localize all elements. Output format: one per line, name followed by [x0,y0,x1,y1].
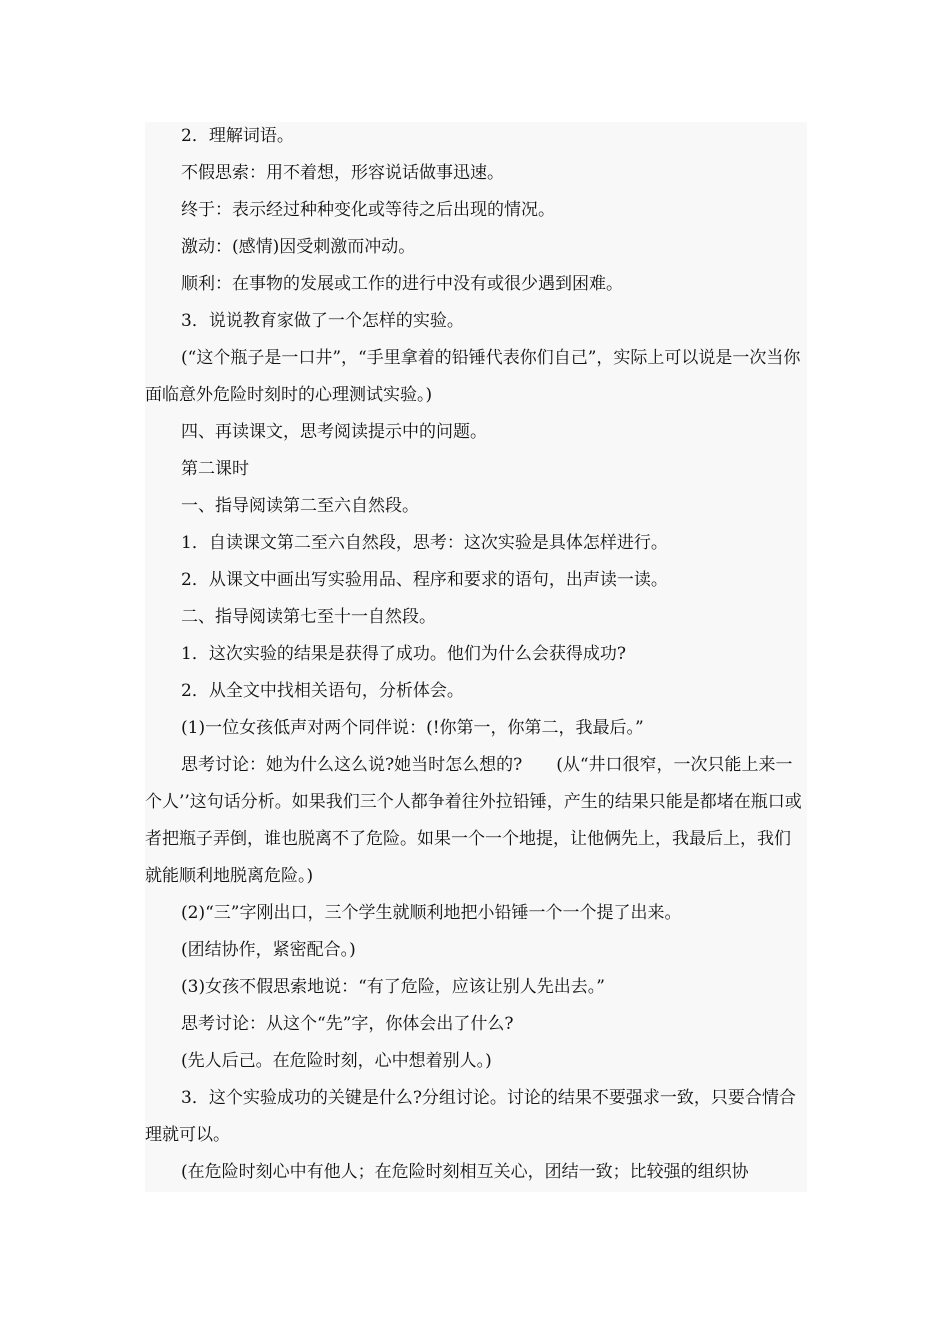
paragraph: (1)一位女孩低声对两个同伴说：(!你第一，你第二，我最后。” [181,718,644,738]
paragraph: 2．从课文中画出写实验用品、程序和要求的语句，出声读一读。 [181,570,668,590]
paragraph: 不假思索：用不着想，形容说话做事迅速。 [181,163,504,183]
paragraph: 四、再读课文，思考阅读提示中的问题。 [181,422,487,442]
paragraph: (团结协作，紧密配合。) [181,940,356,960]
paragraph: 激动：(感情)因受刺激而冲动。 [181,237,416,257]
paragraph: (在危险时刻心中有他人；在危险时刻相互关心，团结一致；比较强的组织协 [181,1162,749,1182]
paragraph: 1．这次实验的结果是获得了成功。他们为什么会获得成功? [181,644,626,664]
paragraph: (先人后己。在危险时刻，心中想着别人。) [181,1051,492,1071]
paragraph: 1．自读课文第二至六自然段，思考：这次实验是具体怎样进行。 [181,533,668,553]
paragraph: 2．理解词语。 [181,126,294,146]
paragraph: 一、指导阅读第二至六自然段。 [181,496,419,516]
paragraph: (3)女孩不假思索地说：“有了危险，应该让别人先出去。” [181,977,605,997]
paragraph: 终于：表示经过种种变化或等待之后出现的情况。 [181,200,555,220]
paragraph: 思考讨论：从这个“先”字，你体会出了什么? [181,1014,514,1034]
paragraph: (2)“三”字刚出口，三个学生就顺利地把小铅锤一个一个提了出来。 [181,903,682,923]
paragraph: 3．这个实验成功的关键是什么?分组讨论。讨论的结果不要强求一致，只要合情合理就可以。 [145,1088,796,1145]
paragraph: 3．说说教育家做了一个怎样的实验。 [181,311,464,331]
paragraph: 思考讨论：她为什么这么说?她当时怎么想的? (从“井口很窄，一次只能上来一个人’’这句话分析。如果我们三个人都争着往外拉铅锤，产生的结果只能是都堵在瓶口或者把瓶子弄倒，谁也脱离不了危险。如果一个一个地提，让他俩先上，我最后上，我们就能顺利地脱离危险。) [145,755,802,886]
paragraph: 顺利：在事物的发展或工作的进行中没有或很少遇到困难。 [181,274,623,294]
document-page [145,122,807,1192]
paragraph: (“这个瓶子是一口井”，“手里拿着的铅锤代表你们自己”，实际上可以说是一次当你面临意外危险时刻时的心理测试实验。) [145,348,801,405]
paragraph: 2．从全文中找相关语句，分析体会。 [181,681,464,701]
paragraph: 二、指导阅读第七至十一自然段。 [181,607,436,627]
paragraph: 第二课时 [181,459,249,479]
